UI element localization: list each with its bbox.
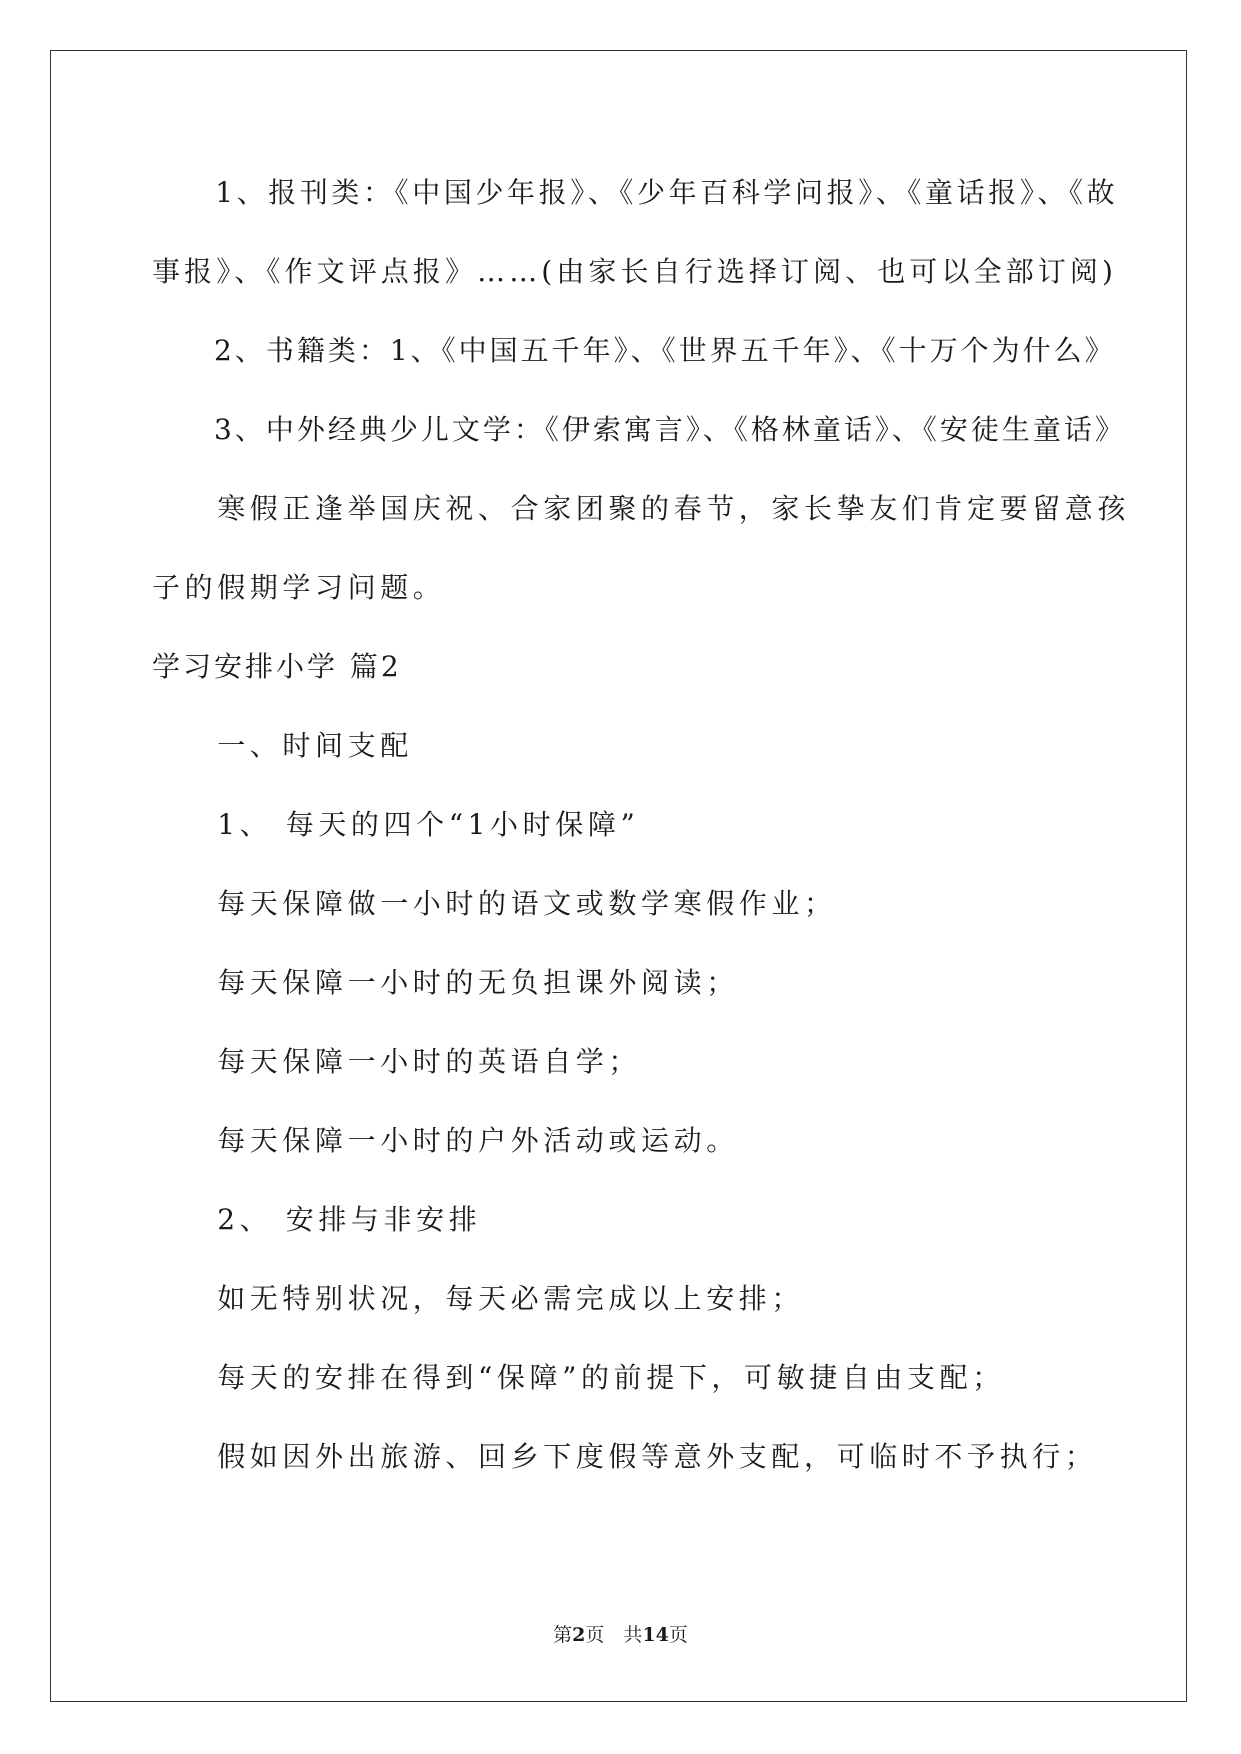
paragraph-line: 寒假正逢举国庆祝、合家团聚的春节，家长挚友们肯定要留意孩 [152, 492, 1131, 525]
paragraph-line: 2、 安排与非安排 [152, 1203, 482, 1236]
paragraph-line: 3、中外经典少儿文学：《伊索寓言》、《格林童话》、《安徒生童话》 [152, 413, 1126, 446]
paragraph-line: 每天保障一小时的英语自学； [152, 1045, 642, 1078]
page-mid: 页 共 [585, 1624, 643, 1646]
paragraph-line: 2、书籍类：1、《中国五千年》、《世界五千年》、《十万个为什么》 [152, 334, 1116, 367]
paragraph-line: 1、报刊类：《中国少年报》、《少年百科学问报》、《童话报》、《故 [152, 176, 1119, 209]
paragraph-line: 每天的安排在得到“保障”的前提下，可敏捷自由支配； [152, 1361, 1005, 1394]
page-total: 14 [642, 1624, 669, 1646]
page-footer [0, 1623, 1241, 1647]
paragraph-line: 每天保障做一小时的语文或数学寒假作业； [152, 887, 837, 920]
paragraph-line: 子的假期学习问题。 [152, 571, 446, 604]
page-suffix: 页 [668, 1624, 688, 1646]
paragraph-line: 1、 每天的四个“1小时保障” [152, 808, 640, 841]
page-prefix: 第 [553, 1624, 573, 1646]
paragraph-line: 如无特别状况，每天必需完成以上安排； [152, 1282, 805, 1315]
paragraph-line: 每天保障一小时的户外活动或运动。 [152, 1124, 739, 1157]
paragraph-line: 一、时间支配 [152, 729, 413, 762]
page-current: 2 [572, 1624, 586, 1646]
section-heading: 学习安排小学 篇2 [152, 650, 402, 683]
paragraph-line: 事报》、《作文评点报》……(由家长自行选择订阅、也可以全部订阅) [152, 255, 1118, 288]
paragraph-line: 每天保障一小时的无负担课外阅读； [152, 966, 739, 999]
paragraph-line: 假如因外出旅游、回乡下度假等意外支配，可临时不予执行； [152, 1440, 1098, 1473]
